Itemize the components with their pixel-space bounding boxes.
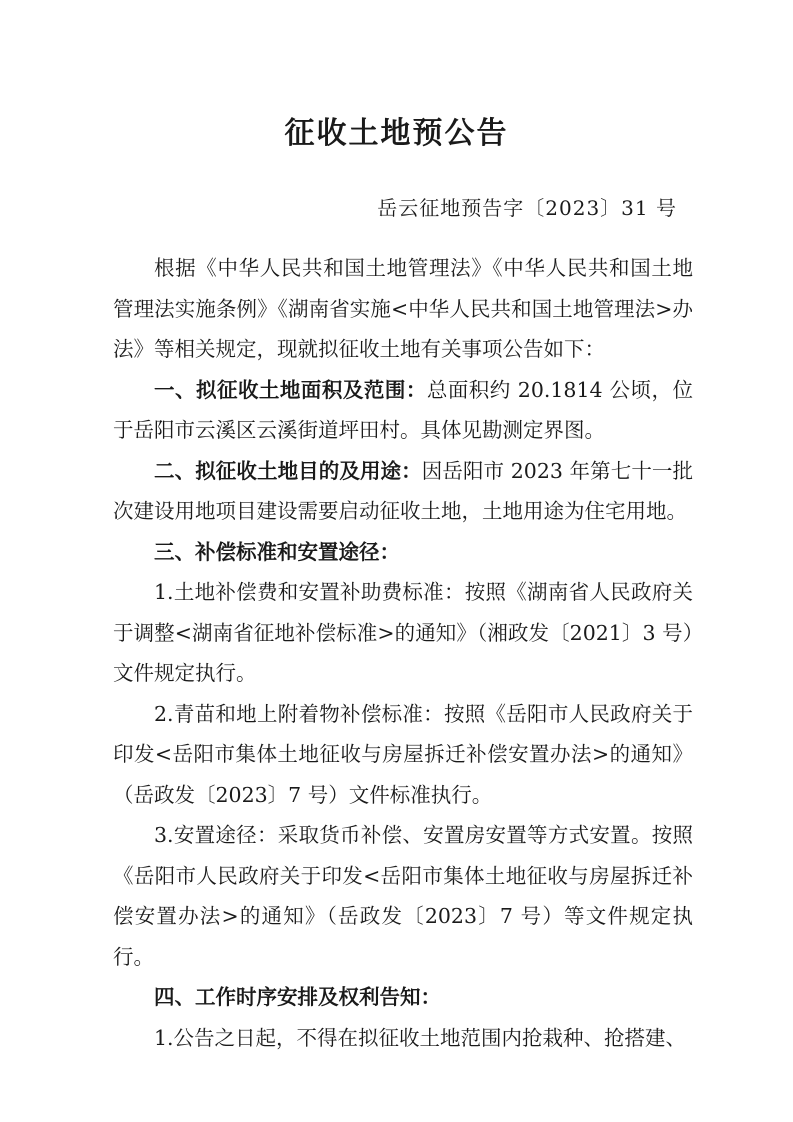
section-heading: 四、工作时序安排及权利告知：	[154, 985, 441, 1009]
paragraph-section-1	[113, 370, 693, 451]
paragraph-intro	[113, 248, 693, 370]
paragraph-item-3-3	[113, 815, 693, 977]
paragraph-section-4	[113, 977, 693, 1018]
document-title: 征收土地预公告	[284, 116, 509, 151]
paragraph-item-4-1	[113, 1018, 693, 1059]
document-number: 岳云征地预告字〔2023〕31 号	[377, 196, 677, 220]
document-body	[113, 248, 693, 1058]
paragraph-text: 1.土地补偿费和安置补助费标准：按照《湖南省人民政府关于调整<湖南省征地补偿标准>的通知》（湘政发〔2021〕3 号）文件规定执行。	[113, 580, 693, 685]
paragraph-item-3-1	[113, 572, 693, 694]
paragraph-text: 2.青苗和地上附着物补偿标准：按照《岳阳市人民政府关于印发<岳阳市集体土地征收与房屋拆迁补偿安置办法>的通知》（岳政发〔2023〕7 号）文件标准执行。	[113, 701, 693, 807]
paragraph-item-3-2	[113, 694, 693, 816]
section-heading: 三、补偿标准和安置途径：	[154, 539, 400, 564]
paragraph-text: 3.安置途径：采取货币补偿、安置房安置等方式安置。按照《岳阳市人民政府关于印发<岳阳市集体土地征收与房屋拆迁补偿安置办法>的通知》（岳政发〔2023〕7 号）等文件规定执行。	[113, 823, 693, 969]
paragraph-section-3	[113, 532, 693, 573]
paragraph-text: 根据《中华人民共和国土地管理法》《中华人民共和国土地管理法实施条例》《湖南省实施<中华人民共和国土地管理法>办法》等相关规定，现就拟征收土地有关事项公告如下：	[113, 256, 693, 361]
section-heading: 二、拟征收土地目的及用途：	[154, 458, 422, 483]
paragraph-text: 因岳阳市 2023 年第七十一批次建设用地项目建设需要启动征收土地，土地用途为住宅用地。	[113, 458, 694, 523]
paragraph-section-2	[113, 451, 693, 532]
paragraph-text: 总面积约 20.1814 公顷，位于岳阳市云溪区云溪街道坪田村。具体见勘测定界图。	[113, 377, 694, 442]
paragraph-text: 1.公告之日起，不得在拟征收土地范围内抢栽种、抢搭建、	[154, 1025, 687, 1050]
section-heading: 一、拟征收土地面积及范围：	[154, 377, 427, 402]
